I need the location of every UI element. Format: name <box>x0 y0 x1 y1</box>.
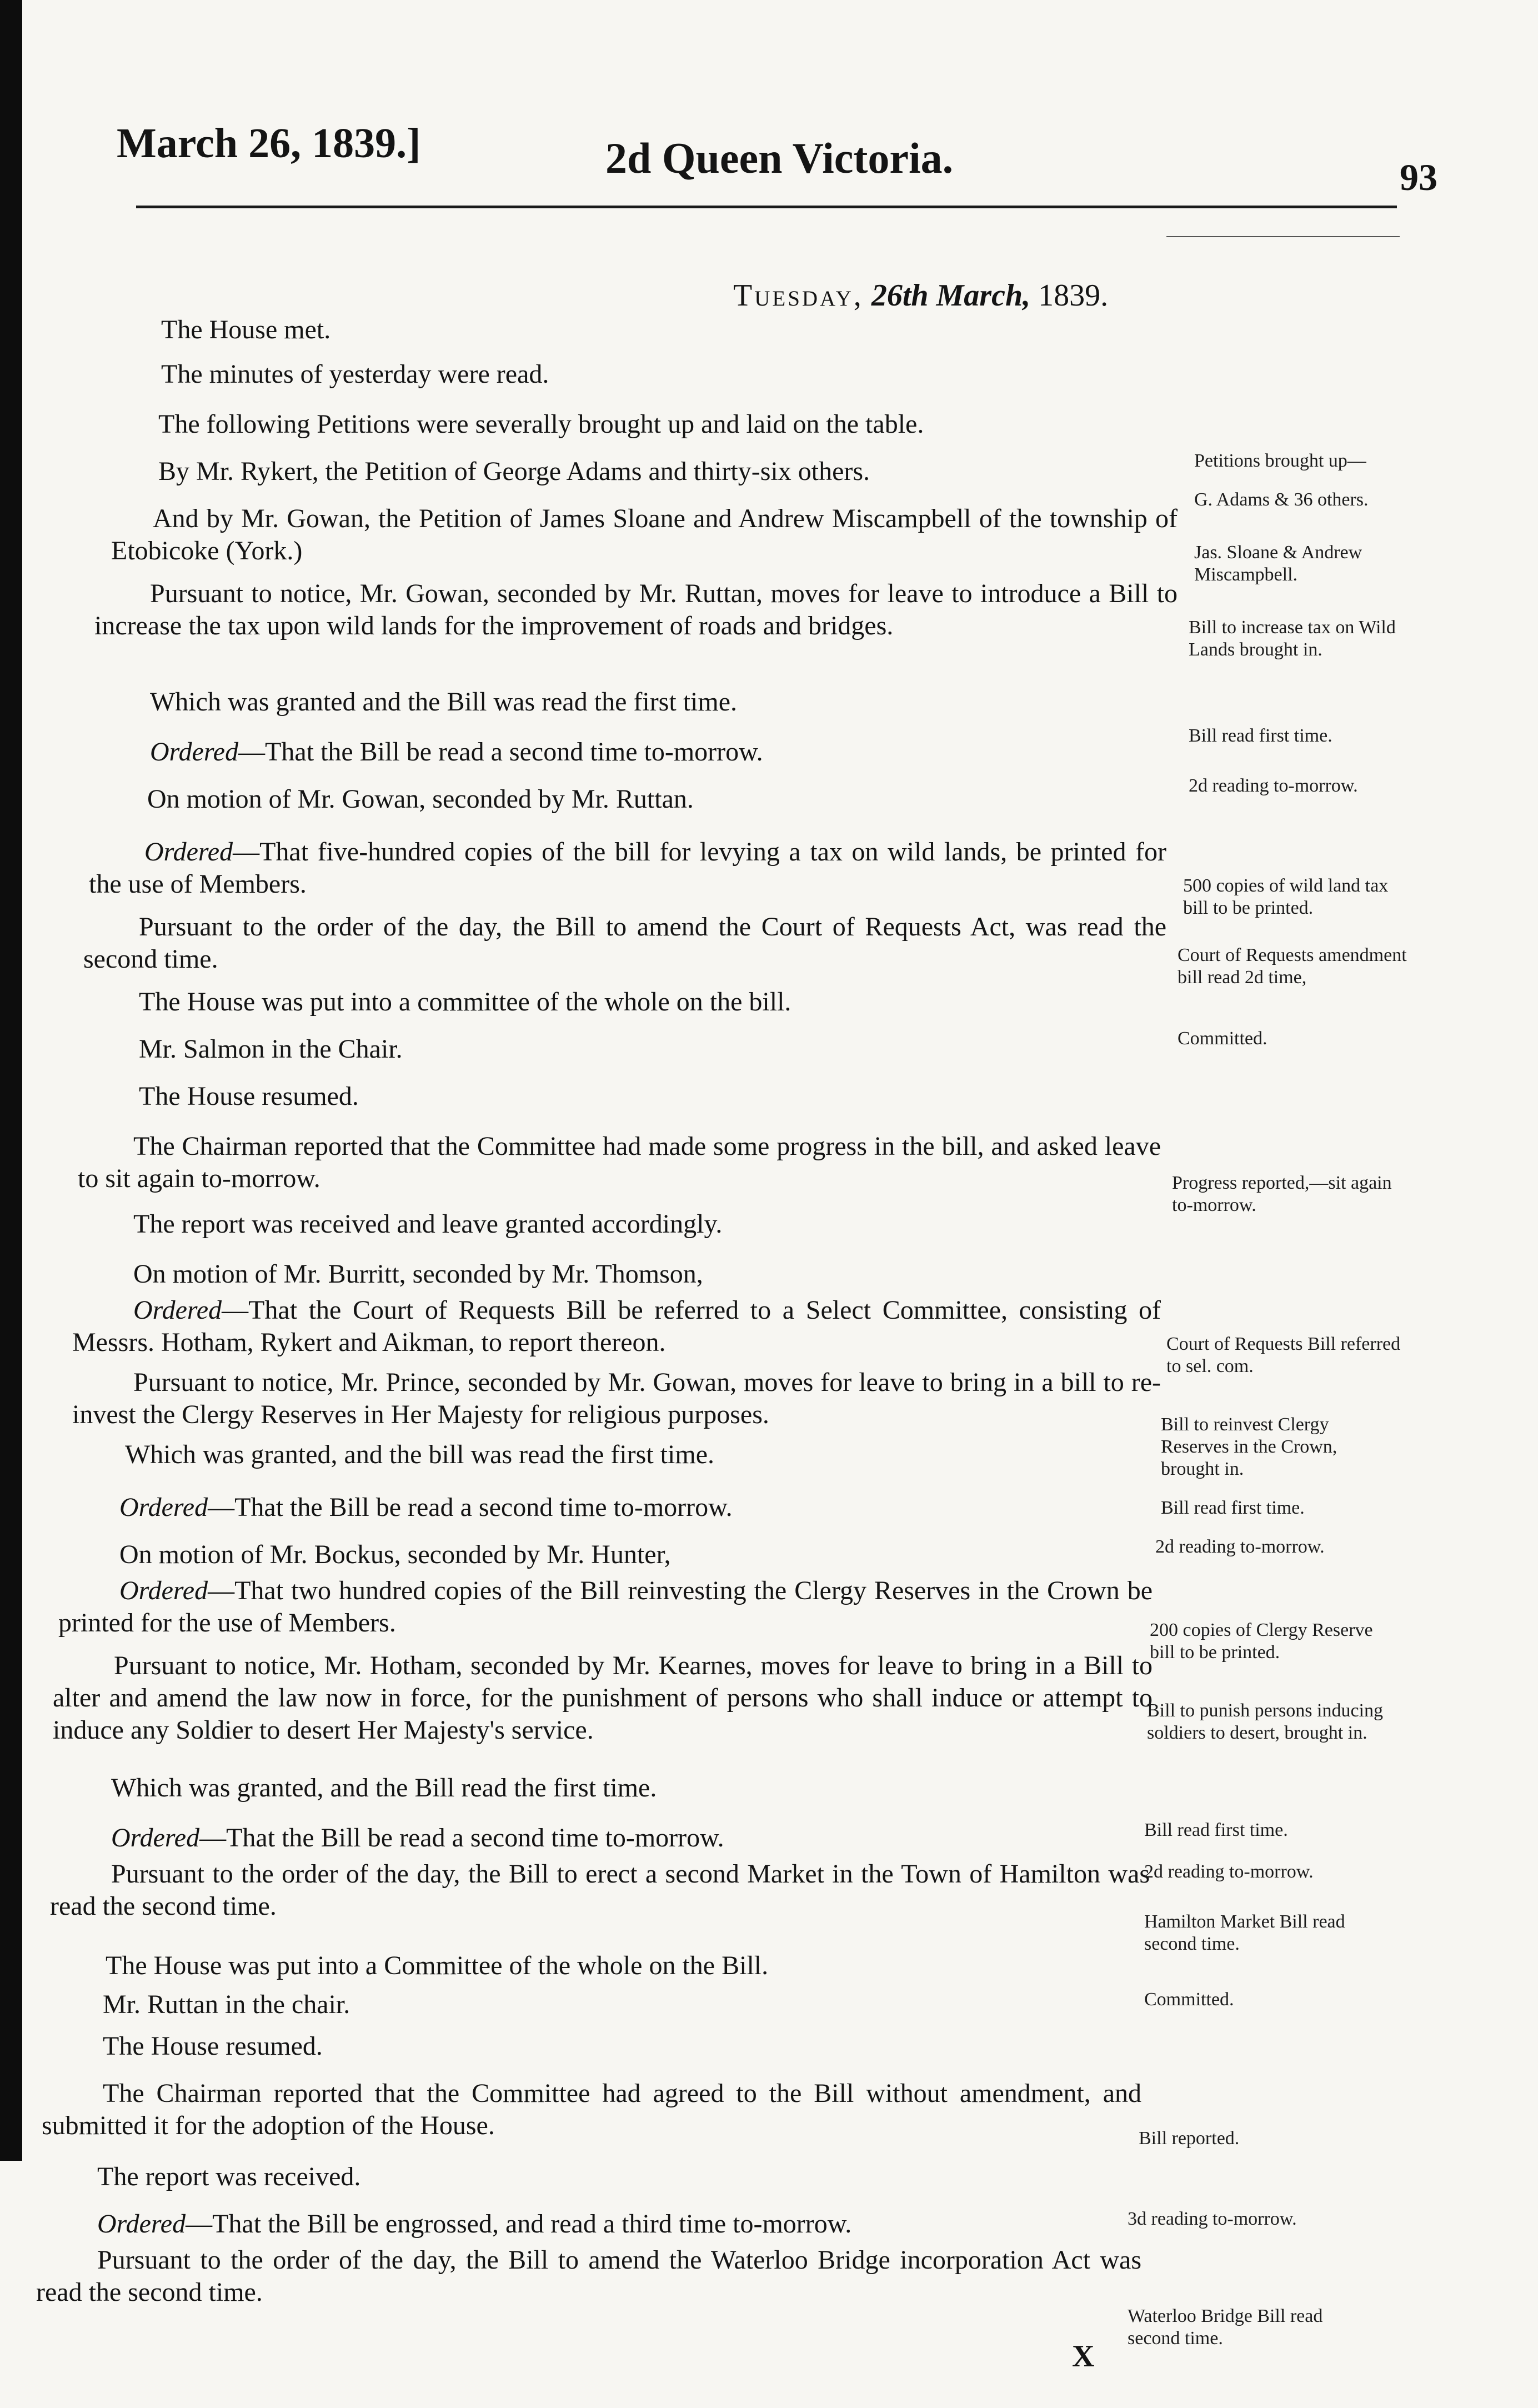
paragraph: Ordered—That the Bill be read a second time to-morrow. <box>111 1823 724 1853</box>
paragraph: Mr. Salmon in the Chair. <box>139 1034 403 1064</box>
margin-note: 3d reading to-morrow. <box>1128 2209 1297 2229</box>
paragraph: Ordered—That two hundred copies of the Bill reinvesting the Clergy Reserves in the Crown be printed for the use of Members. <box>58 1576 1153 1638</box>
paragraph: The Chairman reported that the Committee had agreed to the Bill without amendment, and submitted it for the adoption of the House. <box>42 2079 1141 2140</box>
margin-note: Committed. <box>1178 1028 1268 1049</box>
session-year: 1839. <box>1038 278 1109 313</box>
paragraph: On motion of Mr. Gowan, seconded by Mr. Ruttan. <box>147 784 694 814</box>
margin-note: 2d reading to-morrow. <box>1144 1861 1314 1882</box>
margin-note: Committed. <box>1144 1989 1234 2010</box>
margin-note: Bill read first time. <box>1144 1820 1288 1840</box>
session-month-day: 26th March, <box>871 278 1031 313</box>
paragraph: Ordered—That five-hundred copies of the bill for levying a tax on wild lands, be printed for the use of Members. <box>89 837 1166 899</box>
paragraph: The House was put into a Committee of the whole on the Bill. <box>106 1951 769 1980</box>
paragraph: Pursuant to the order of the day, the Bill to amend the Waterloo Bridge incorporation Act was read the second time. <box>36 2245 1141 2307</box>
paragraph: The Chairman reported that the Committee had made some progress in the bill, and asked leave to sit again to-morrow. <box>78 1132 1161 1193</box>
paragraph: Mr. Ruttan in the chair. <box>103 1990 350 2019</box>
header-date: March 26, 1839.] <box>117 120 421 167</box>
margin-note: 500 copies of wild land tax bill to be printed. <box>1183 875 1389 918</box>
paragraph: The report was received. <box>97 2162 361 2191</box>
margin-note: Bill to increase tax on Wild Lands brought in. <box>1189 617 1396 660</box>
paragraph: Pursuant to notice, Mr. Prince, seconded by Mr. Gowan, moves for leave to bring in a bill to re-invest the Clergy Reserves in Her Majesty for religious purposes. <box>72 1368 1161 1429</box>
paragraph: Ordered—That the Bill be read a second time to-morrow. <box>150 737 763 767</box>
margin-note: Bill to reinvest Clergy Reserves in the Crown, brought in. <box>1161 1414 1337 1479</box>
paragraph: Which was granted, and the bill was read the first time. <box>125 1440 714 1469</box>
margin-note: Bill read first time. <box>1161 1498 1305 1518</box>
margin-note: Petitions brought up— <box>1194 450 1366 471</box>
margin-note: 200 copies of Clergy Reserve bill to be printed. <box>1150 1620 1373 1663</box>
margin-note: Court of Requests Bill referred to sel. com. <box>1166 1334 1401 1376</box>
paragraph: Pursuant to notice, Mr. Hotham, seconded by Mr. Kearnes, moves for leave to bring in a Bill to alter and amend the law now in force, for the punishment of persons who shall induce or attempt to induce any Soldier to desert Her Majesty's service. <box>53 1651 1153 1745</box>
paragraph: By Mr. Rykert, the Petition of George Adams and thirty-six others. <box>158 457 870 486</box>
paragraph: Pursuant to the order of the day, the Bill to erect a second Market in the Town of Hamilton was read the second time. <box>50 1859 1150 1921</box>
margin-note: G. Adams & 36 others. <box>1194 489 1369 510</box>
signature-mark: X <box>1072 2339 1095 2374</box>
margin-note: Progress reported,—sit again to-morrow. <box>1172 1173 1392 1215</box>
paragraph: The following Petitions were severally brought up and laid on the table. <box>158 409 924 439</box>
margin-note: Bill to punish persons inducing soldiers to desert, brought in. <box>1147 1700 1383 1743</box>
paragraph: The minutes of yesterday were read. <box>161 359 549 389</box>
margin-note: Hamilton Market Bill read second time. <box>1144 1911 1345 1954</box>
paragraph: Ordered—That the Bill be engrossed, and read a third time to-morrow. <box>97 2209 852 2239</box>
header-rule-tail <box>1166 236 1400 237</box>
paragraph: The House met. <box>161 315 331 344</box>
margin-note: Jas. Sloane & Andrew Miscampbell. <box>1194 542 1362 585</box>
paragraph: Pursuant to the order of the day, the Bill to amend the Court of Requests Act, was read the second time. <box>83 912 1166 974</box>
session-date <box>733 278 1108 313</box>
header-title: 2d Queen Victoria. <box>605 134 954 182</box>
session-day: Tuesday, <box>733 278 864 313</box>
margin-note: Bill reported. <box>1139 2128 1240 2149</box>
paragraph: On motion of Mr. Bockus, seconded by Mr. Hunter, <box>119 1540 671 1569</box>
paragraph: Which was granted, and the Bill read the first time. <box>111 1773 657 1803</box>
margin-note: Court of Requests amendment bill read 2d time, <box>1178 945 1407 988</box>
margin-note: Bill read first time. <box>1189 725 1332 746</box>
paragraph: The House was put into a committee of the whole on the bill. <box>139 987 791 1017</box>
margin-note: 2d reading to-morrow. <box>1189 775 1358 796</box>
header-rule <box>136 206 1397 208</box>
paragraph: The House resumed. <box>103 2031 323 2061</box>
paragraph: The House resumed. <box>139 1082 359 1111</box>
paragraph: On motion of Mr. Burritt, seconded by Mr. Thomson, <box>133 1259 703 1289</box>
paragraph: The report was received and leave granted accordingly. <box>133 1209 723 1239</box>
paragraph: And by Mr. Gowan, the Petition of James Sloane and Andrew Miscampbell of the township of Etobicoke (York.) <box>111 504 1178 565</box>
margin-note: Waterloo Bridge Bill read second time. <box>1128 2306 1323 2349</box>
margin-note: 2d reading to-morrow. <box>1155 1536 1325 1557</box>
paragraph: Ordered—That the Court of Requests Bill be referred to a Select Committee, consisting of Messrs. Hotham, Rykert and Aikman, to report thereon. <box>72 1295 1161 1357</box>
paragraph: Pursuant to notice, Mr. Gowan, seconded by Mr. Ruttan, moves for leave to introduce a Bill to increase the tax upon wild lands for the improvement of roads and bridges. <box>94 579 1178 640</box>
paragraph: Which was granted and the Bill was read the first time. <box>150 687 738 717</box>
paragraph: Ordered—That the Bill be read a second time to-morrow. <box>119 1493 733 1522</box>
page-number: 93 <box>1400 156 1437 198</box>
